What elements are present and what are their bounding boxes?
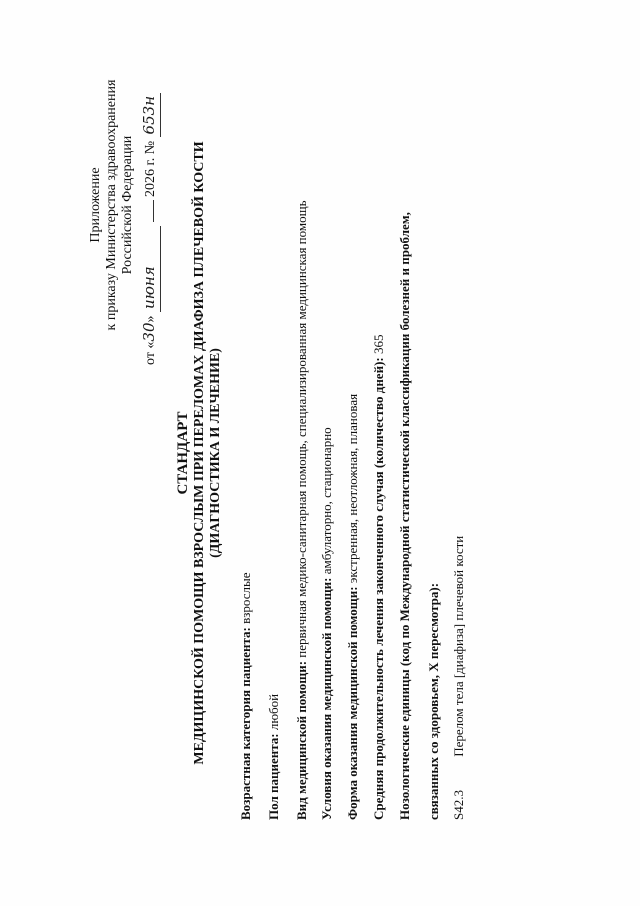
field-care-type <box>294 80 310 820</box>
diagnosis-code: S42.3 <box>451 790 466 820</box>
field-value: экстренная, неотложная, плановая <box>345 393 360 584</box>
field-sex <box>266 120 282 820</box>
field-form <box>345 120 361 820</box>
diagnosis-description: Перелом тела [диафиза] плечевой кости <box>451 535 466 757</box>
field-duration <box>371 120 387 820</box>
field-value: 365 <box>371 334 386 355</box>
annex-block <box>88 55 136 355</box>
field-value: любой <box>266 693 281 731</box>
field-label: Форма оказания медицинской помощи: <box>345 586 360 820</box>
annex-line-1: Приложение <box>88 167 103 243</box>
nosology-heading-2 <box>426 120 442 820</box>
diagnosis-row <box>451 120 467 820</box>
date-month: июня <box>138 226 161 312</box>
date-prefix: от « <box>143 341 158 365</box>
field-value: взрослые <box>238 572 253 624</box>
field-label: Вид медицинской помощи: <box>294 660 309 820</box>
title-line-2: (ДИАГНОСТИКА И ЛЕЧЕНИЕ) <box>208 348 223 558</box>
order-date-line <box>138 45 162 365</box>
field-label: Пол пациента: <box>266 733 281 820</box>
nosology-line-2: связанных со здоровьем, X пересмотра): <box>426 582 441 820</box>
annex-line-2: к приказу Министерства здравоохранения <box>104 79 119 331</box>
annex-line-3: Российской Федерации <box>120 135 135 275</box>
title-word: СТАНДАРТ <box>175 411 191 495</box>
date-mid: » <box>143 315 158 323</box>
field-label: Условия оказания медицинской помощи: <box>319 577 334 820</box>
document-title <box>175 88 224 818</box>
date-blank <box>153 200 154 222</box>
date-day: 30 <box>140 322 158 342</box>
field-label: Средняя продолжительность лечения законченного случая (количество дней): <box>371 357 386 820</box>
field-value: амбулаторно, стационарно <box>319 427 334 575</box>
title-line-1: МЕДИЦИНСКОЙ ПОМОЩИ ВЗРОСЛЫМ ПРИ ПЕРЕЛОМАХ ДИАФИЗА ПЛЕЧЕВОЙ КОСТИ <box>192 141 207 765</box>
field-label: Возрастная категория пациента: <box>238 627 253 820</box>
order-number: 653н <box>138 93 161 138</box>
nosology-heading-1 <box>397 80 413 820</box>
field-conditions <box>319 120 335 820</box>
nosology-line-1: Нозологические единицы (код по Международной статистической классификации болезней и проблем, <box>397 212 412 820</box>
field-value: первичная медико-санитарная помощь, специализированная медицинская помощь <box>294 200 309 658</box>
field-age <box>238 120 254 820</box>
date-year: 2026 г. № <box>143 140 158 197</box>
